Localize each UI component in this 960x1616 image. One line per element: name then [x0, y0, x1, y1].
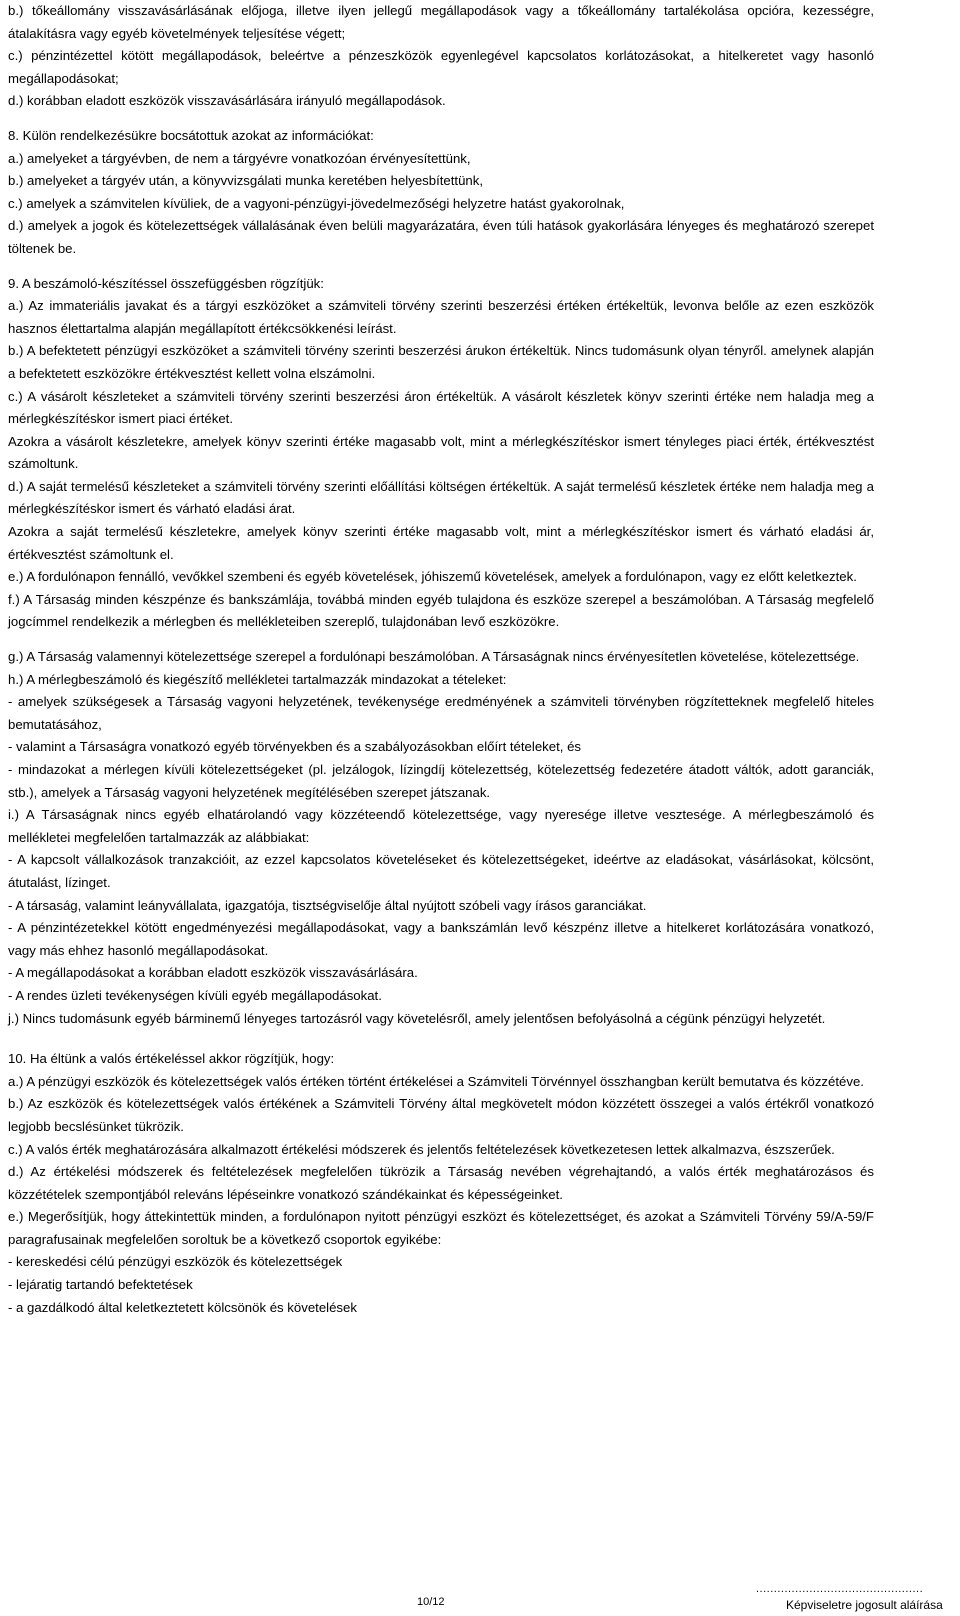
list-item: - A társaság, valamint leányvállalata, igazgatója, tisztségviselője által nyújtott szóbeli vagy írásos garanciákat. [8, 897, 647, 913]
section-heading: 10. Ha éltünk a valós értékeléssel akkor rögzítjük, hogy: [8, 1051, 335, 1067]
paragraph: e.) A fordulónapon fennálló, vevőkkel szembeni és egyéb követelések, jóhiszemű követelések, amelyek a fordulónapon, vagy ez előtt keletkeztek. [8, 569, 857, 585]
paragraph: j.) Nincs tudomásunk egyéb bárminemű lényeges tartozásról vagy követelésről, amely jelentősen befolyásolná a cégünk pénzügyi helyzetét. [8, 1010, 826, 1026]
list-item: - A megállapodásokat a korábban eladott eszközök visszavásárlására. [8, 965, 418, 981]
paragraph: c.) A vásárolt készleteket a számviteli törvény szerinti beszerzési áron értékeltük. A vásárolt készletek könyv szerinti értéke nem haladja meg a mérlegkészítéskor ismert piaci értéket. [8, 388, 874, 427]
paragraph: h.) A mérlegbeszámoló és kiegészítő mellékletei tartalmazzák mindazokat a tételeket: [8, 671, 507, 687]
list-item: - valamint a Társaságra vonatkozó egyéb törvényekben és a szabályozásokban előírt tételeket, és [8, 739, 582, 755]
list-item: - kereskedési célú pénzügyi eszközök és kötelezettségek [8, 1254, 343, 1270]
list-item: - A rendes üzleti tevékenységen kívüli egyéb megállapodásokat. [8, 987, 382, 1003]
section-heading: 8. Külön rendelkezésükre bocsátottuk azokat az információkat: [8, 127, 374, 143]
paragraph: e.) Megerősítjük, hogy áttekintettük minden, a fordulónapon nyitott pénzügyi eszközt és kötelezettséget, és azokat a Számviteli Törvény 59/A-59/F paragrafusainak megfelelően soroltuk be a következő csoportok egyikébe: [8, 1209, 874, 1247]
paragraph: b.) A befektetett pénzügyi eszközöket a számviteli törvény szerinti beszerzési árukon értékeltük. Nincs tudomásunk olyan tényről. amelynek alapján a befektetett eszközökre értékvesztést kellett volna elszámolni. [8, 343, 874, 381]
paragraph: d.) amelyek a jogok és kötelezettségek vállalásának éven belüli magyarázatára, éven túli hatások gyakorlására lényeges és meghatározó szerepet töltenek be. [8, 218, 874, 256]
paragraph: c.) pénzintézettel kötött megállapodások, beleértve a pénzeszközök egyenlegével kapcsolatos korlátozásokat, a hitelkeretet vagy hasonló megállapodásokat; [8, 48, 874, 86]
paragraph: d.) Az értékelési módszerek és feltételezések megfelelően tükrözik a Társaság nevében végrehajtandó, a valós érték meghatározásos és közzétételek szempontjából releváns lépéseinkre vonatkozó szándékainkat és képességeinket. [8, 1164, 874, 1202]
document-body [8, 0, 874, 1319]
paragraph: a.) Az immateriális javakat és a tárgyi eszközöket a számviteli törvény szerinti beszerzési értéken értékeltük, levonva belőle az ezen eszközök hasznos élettartalma alapján megállapított értékcsökkenési leírást. [8, 298, 874, 336]
list-item: - A kapcsolt vállalkozások tranzakcióit, az ezzel kapcsolatos követeléseket és kötelezettségeket, ideértve az eladásokat, vásárlásokat, kölcsönt, átutalást, lízinget. [8, 852, 874, 890]
page-number: 10/12 [417, 1596, 445, 1608]
paragraph: Azokra a vásárolt készletekre, amelyek könyv szerinti értéke magasabb volt, mint a mérlegkészítéskor ismert tényleges piaci érték, értékvesztést számoltunk. [8, 433, 874, 472]
paragraph: c.) A valós érték meghatározására alkalmazott értékelési módszerek és jelentős feltételezések következetesen lettek alkalmazva, észszerűek. [8, 1141, 835, 1157]
paragraph: b.) tőkeállomány visszavásárlásának előjoga, illetve ilyen jellegű megállapodások vagy a tőkeállomány tartalékolása opcióra, kezességre, átalakításra vagy egyéb követelmények teljesítése végett; [8, 3, 874, 41]
list-item: - a gazdálkodó által keletkeztetett kölcsönök és követelések [8, 1299, 357, 1315]
paragraph: i.) A Társaságnak nincs egyéb elhatárolandó vagy közzéteendő kötelezettsége, vagy nyeresége illetve vesztesége. A mérlegbeszámoló és mellékletei megfelelően tartalmazzák az alábbiakat: [8, 807, 874, 845]
list-item: - A pénzintézetekkel kötött engedményezési megállapodásokat, vagy a bankszámlán levő készpénz illetve a hitelkeret korlátozására vonatkozó, vagy más ehhez hasonló megállapodásokat. [8, 920, 874, 958]
paragraph: b.) Az eszközök és kötelezettségek valós értékének a Számviteli Törvény által megkövetelt módon közzétett összegei a valós értékről vonatkozó legjobb becslésünket tükrözik. [8, 1096, 874, 1134]
paragraph: a.) amelyeket a tárgyévben, de nem a tárgyévre vonatkozóan érvényesítettünk, [8, 150, 471, 166]
paragraph: a.) A pénzügyi eszközök és kötelezettségek valós értéken történt értékelései a Számviteli Törvénnyel összhangban került bemutatva és közzétéve. [8, 1073, 864, 1089]
paragraph: f.) A Társaság minden készpénze és bankszámlája, továbbá minden egyéb tulajdona és eszköze szerepel a beszámolóban. A Társaság megfelelő jogcímmel rendelkezik a mérlegben és mellékleteiben szereplő, tulajdonában levő eszközökre. [8, 591, 874, 630]
signature-label: Képviseletre jogosult aláírása [786, 1598, 943, 1612]
paragraph: d.) A saját termelésű készleteket a számviteli törvény szerinti előállítási költségen értékeltük. A saját termelésű készletek értéke nem haladja meg a mérlegkészítéskor ismert és várható eladási árat. [8, 478, 874, 517]
list-item: - mindazokat a mérlegen kívüli kötelezettségeket (pl. jelzálogok, lízingdíj kötelezettség, kötelezettség fedezetére átadott váltók, adott garanciák, stb.), amelyek a Társaság vagyoni helyzetének megítélésében szerepet játszanak. [8, 762, 874, 800]
signature-line: ............................................... [756, 1583, 924, 1595]
paragraph: Azokra a saját termelésű készletekre, amelyek könyv szerinti értéke magasabb volt, mint a mérlegkészítéskor ismert és várható eladási ár, értékvesztést számoltunk el. [8, 524, 874, 562]
paragraph: b.) amelyeket a tárgyév után, a könyvvizsgálati munka keretében helyesbítettünk, [8, 173, 484, 189]
section-heading: 9. A beszámoló-készítéssel összefüggésben rögzítjük: [8, 275, 324, 291]
list-item: - amelyek szükségesek a Társaság vagyoni helyzetének, tevékenysége eredményének a számviteli törvényben rögzítetteknek megfelelő hiteles bemutatásához, [8, 694, 874, 732]
paragraph: c.) amelyek a számvitelen kívüliek, de a vagyoni-pénzügyi-jövedelmezőségi helyzetre hatást gyakorolnak, [8, 195, 625, 211]
list-item: - lejáratig tartandó befektetések [8, 1277, 193, 1293]
paragraph: d.) korábban eladott eszközök visszavásárlására irányuló megállapodások. [8, 93, 446, 109]
paragraph: g.) A Társaság valamennyi kötelezettsége szerepel a fordulónapi beszámolóban. A Társaságnak nincs érvényesítetlen követelése, kötelezettsége. [8, 649, 860, 665]
